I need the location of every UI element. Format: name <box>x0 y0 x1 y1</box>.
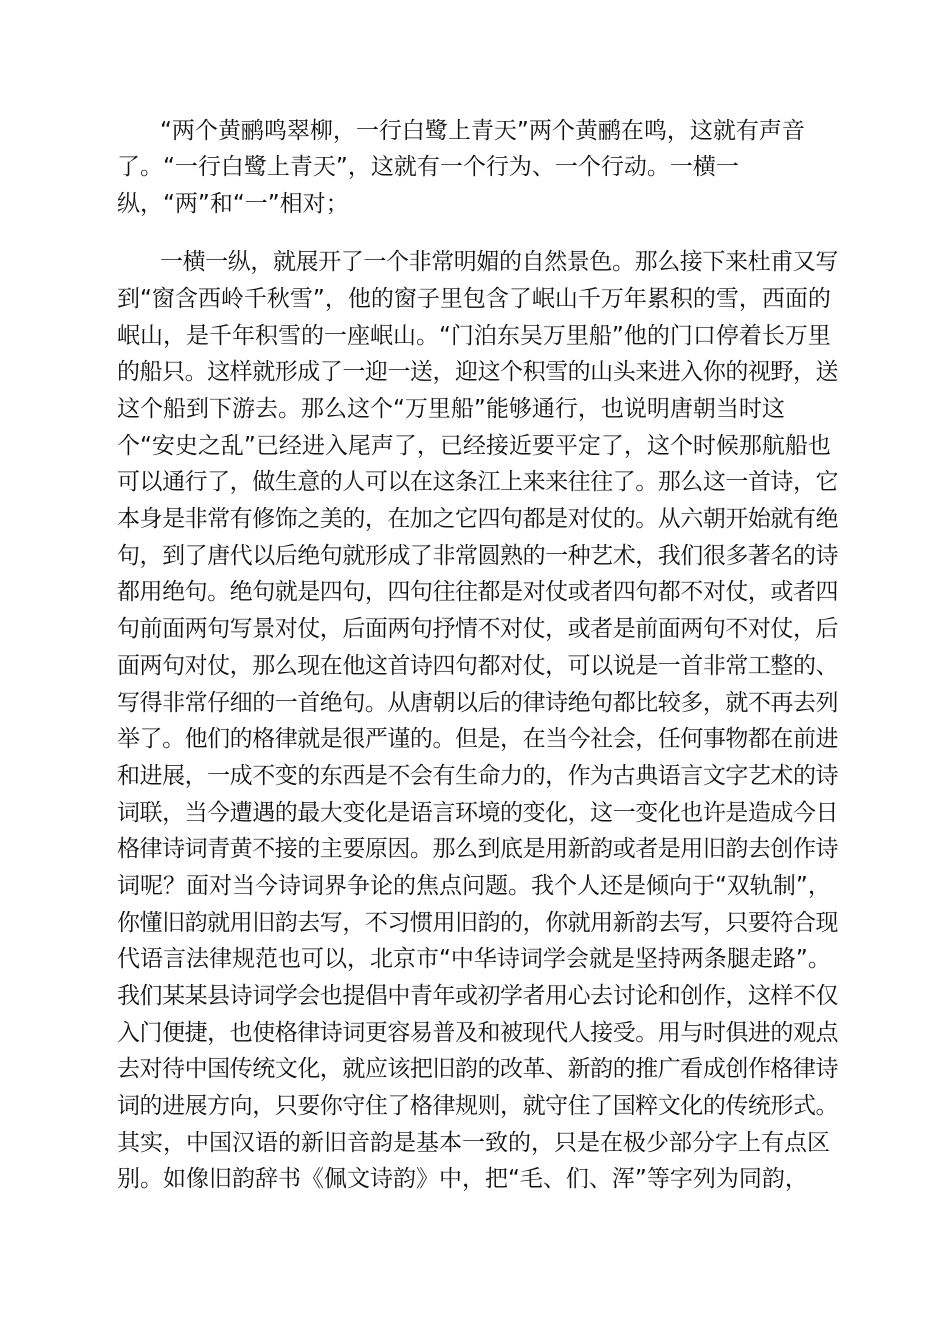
text-line: 举了。他们的格律就是很严谨的。但是，在当今社会，任何事物都在前进 <box>117 726 838 752</box>
text-line: 其实，中国汉语的新旧音韵是基本一致的，只是在极少部分字上有点区 <box>117 1130 830 1156</box>
text-line: 写得非常仔细的一首绝句。从唐朝以后的律诗绝句都比较多，就不再去列 <box>117 690 838 716</box>
text-line: 可以通行了，做生意的人可以在这条江上来来往往了。那么这一首诗，它 <box>117 469 838 495</box>
text-line: 你懂旧韵就用旧韵去写，不习惯用旧韵的，你就用新韵去写，只要符合现 <box>117 910 838 936</box>
text-line: 和进展，一成不变的东西是不会有生命力的，作为古典语言文字艺术的诗 <box>117 763 838 789</box>
text-line: 纵，“两”和“一”相对； <box>117 191 349 217</box>
text-line: 的船只。这样就形成了一迎一送，迎这个积雪的山头来进入你的视野，送 <box>117 359 838 385</box>
text-line: 句前面两句写景对仗，后面两句抒情不对仗，或者是前面两句不对仗，后 <box>117 616 838 642</box>
text-line: 句，到了唐代以后绝句就形成了非常圆熟的一种艺术，我们很多著名的诗 <box>117 543 838 569</box>
text-line: 本身是非常有修饰之美的，在加之它四句都是对仗的。从六朝开始就有绝 <box>117 506 838 532</box>
text-line: 词联，当今遭遇的最大变化是语言环境的变化，这一变化也许是造成今日 <box>117 800 838 826</box>
text-line: 我们某某县诗词学会也提倡中青年或初学者用心去讨论和创作，这样不仅 <box>117 983 838 1009</box>
text-line: 代语言法律规范也可以，北京市“中华诗词学会就是坚持两条腿走路”。 <box>117 946 831 972</box>
text-line: 到“窗含西岭千秋雪”，他的窗子里包含了岷山千万年累积的雪，西面的 <box>117 286 831 312</box>
text-line: 这个船到下游去。那么这个“万里船”能够通行，也说明唐朝当时这 <box>117 396 785 422</box>
text-line: 都用绝句。绝句就是四句，四句往往都是对仗或者四句都不对仗，或者四 <box>117 579 838 605</box>
text-line: 岷山，是千年积雪的一座岷山。“门泊东吴万里船”他的门口停着长万里 <box>117 323 831 349</box>
text-line: 去对待中国传统文化，就应该把旧韵的改革、新韵的推广看成创作格律诗 <box>117 1056 838 1082</box>
text-line: 格律诗词青黄不接的主要原因。那么到底是用新韵或者是用旧韵去创作诗 <box>117 836 838 862</box>
text-line: 个“安史之乱”已经进入尾声了，已经接近要平定了，这个时候那航船也 <box>117 433 831 459</box>
text-line: 入门便捷，也使格律诗词更容易普及和被现代人接受。用与时俱进的观点 <box>117 1020 838 1046</box>
text-line: 一横一纵，就展开了一个非常明媚的自然景色。那么接下来杜甫又写 <box>160 249 839 275</box>
text-line: “两个黄鹂鸣翠柳，一行白鹭上青天”两个黄鹂在鸣，这就有声音 <box>160 118 805 144</box>
text-line: 别。如像旧韵辞书《佩文诗韵》中，把“毛、们、浑”等字列为同韵， <box>117 1166 808 1192</box>
text-line: 了。“一行白鹭上青天”，这就有一个行为、一个行动。一横一 <box>117 154 739 180</box>
text-line: 面两句对仗，那么现在他这首诗四句都对仗，可以说是一首非常工整的、 <box>117 653 838 679</box>
text-line: 词的进展方向，只要你守住了格律规则，就守住了国粹文化的传统形式。 <box>117 1093 838 1119</box>
text-line: 词呢？面对当今诗词界争论的焦点问题。我个人还是倾向于“双轨制”， <box>117 873 831 899</box>
